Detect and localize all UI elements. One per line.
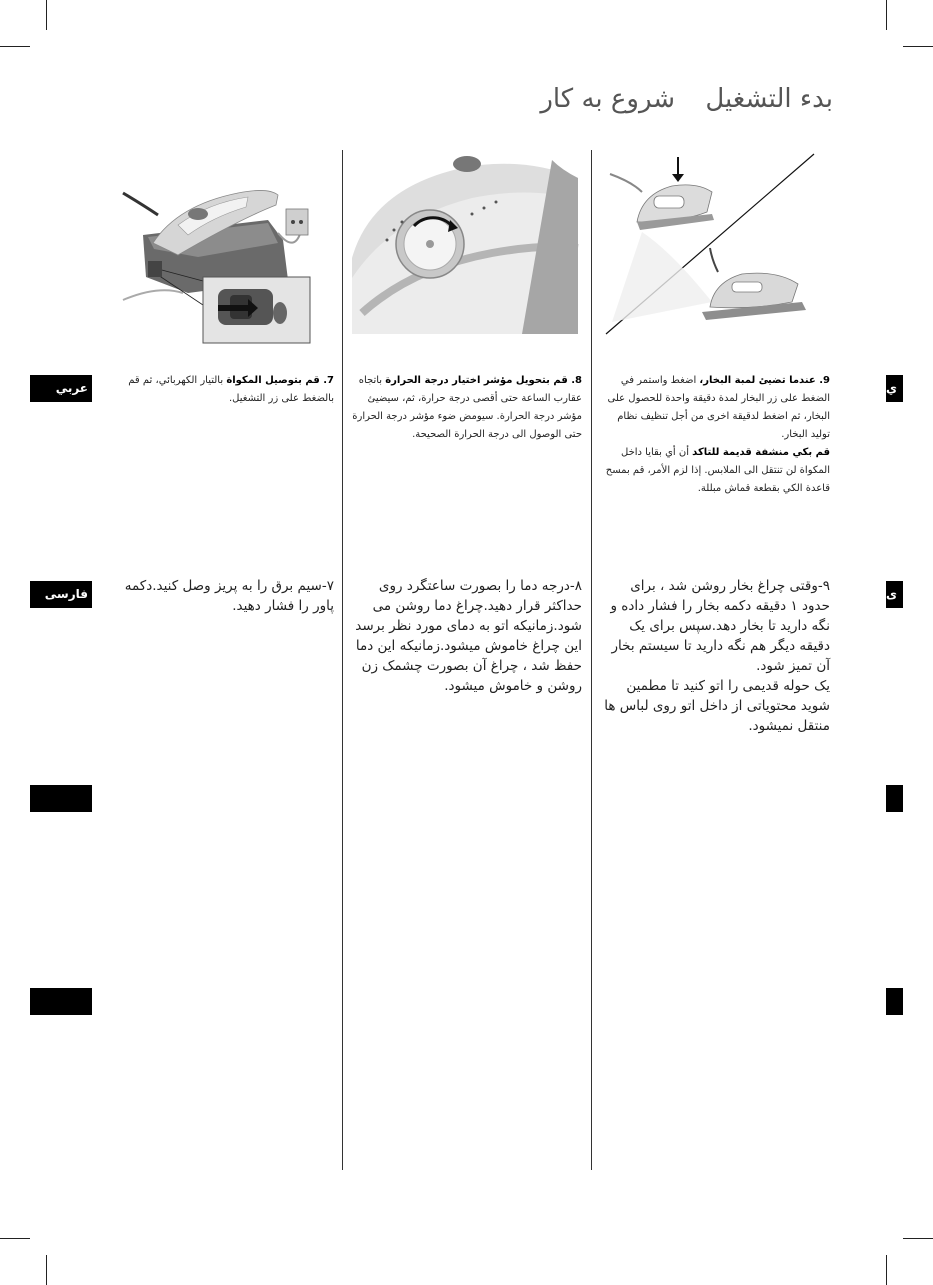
tab-label: فارسی [44,587,88,601]
language-tab-blank [30,988,92,1015]
crop-mark [903,1238,933,1239]
step-heading: 7. قم بتوصيل المكواة [226,375,334,386]
column-divider [591,150,592,1170]
figure-steam-towel [602,152,817,338]
crop-mark [46,0,47,30]
edge-tab-arabic [886,375,903,402]
language-tab-farsi [30,581,92,608]
title-arabic: بدء التشغيل [705,84,833,114]
step-body: بالتيار الكهربائي، ثم قم بالضغط على زر التشغيل. [128,375,334,404]
step-body: اضغط واستمر في الضغط على زر البخار لمدة دقيقة واحدة للحصول على البخار، ثم اضغط لدقيقة اخرى من أجل تنظيف نظام توليد البخار. [607,375,830,440]
step-body: أن أي بقايا داخل المكواة لن تنتقل الى الملابس. إذا لزم الأمر، قم بمسح قاعدة الكي بقطعة قماش مبللة. [605,447,830,494]
step-body: باتجاه عقارب الساعة حتى أقصى درجة حرارة، ثم، سيضيئ مؤشر درجة الحرارة. سيومض ضوء مؤشر درجة الحرارة حتى الوصول الى درجة الحرارة الصحيحة. [352,375,582,440]
step-heading: 9. عندما تضيئ لمبة البخار، [699,375,830,386]
farsi-step-9: ٩-وقتی چراغ بخار روشن شد ، برای حدود ۱ دقیقه دکمه بخار را فشار داده و نگه دارید تا بخار دهد.سپس برای یک دقیقه دیگر هم نگه دارید تا سیستم بخار آن تمیز شود. یک حوله قدیمی را اتو کنید تا مطمین شوید محتویاتی از داخل اتو روی لباس ها منتقل نمیشود. [604,578,830,734]
tab-label: ى [886,587,897,601]
edge-tab-blank [886,988,903,1015]
edge-tab-blank [886,785,903,812]
edge-tab-farsi [886,581,903,608]
step-heading: 8. قم بتحويل مؤشر اختيار درجة الحرارة [385,375,582,386]
language-tab-arabic [30,375,92,402]
title-farsi: شروع به كار [540,84,676,114]
crop-mark [0,46,30,47]
crop-mark [886,0,887,30]
column-divider [342,150,343,1170]
crop-mark [886,1255,887,1285]
tab-label: ي [886,381,897,395]
crop-mark [903,46,933,47]
step-heading: قم بكي منشفة قديمة للتاكد [692,447,830,458]
page-title [433,84,833,114]
language-tab-blank [30,785,92,812]
figure-plug-in-iron [118,165,323,345]
tab-label: عربي [55,381,88,395]
arabic-step-8 [350,372,582,444]
arabic-step-9 [600,372,830,498]
crop-mark [46,1255,47,1285]
figure-temperature-dial [352,148,580,334]
arabic-step-7 [118,372,334,408]
crop-mark [0,1238,30,1239]
farsi-step-8: ۸-درجه دما را بصورت ساعتگرد روی حداکثر قرار دهید.چراغ دما روشن می شود.زمانیکه اتو به دمای مورد نظر برسد این چراغ خاموش میشود.زمانیکه این دما حفظ شد ، چراغ آن بصورت چشمک زن روشن و خاموش میشود. [355,578,582,694]
farsi-step-7: ۷-سیم برق را به پریز وصل کنید.دکمه پاور را فشار دهید. [124,578,334,614]
